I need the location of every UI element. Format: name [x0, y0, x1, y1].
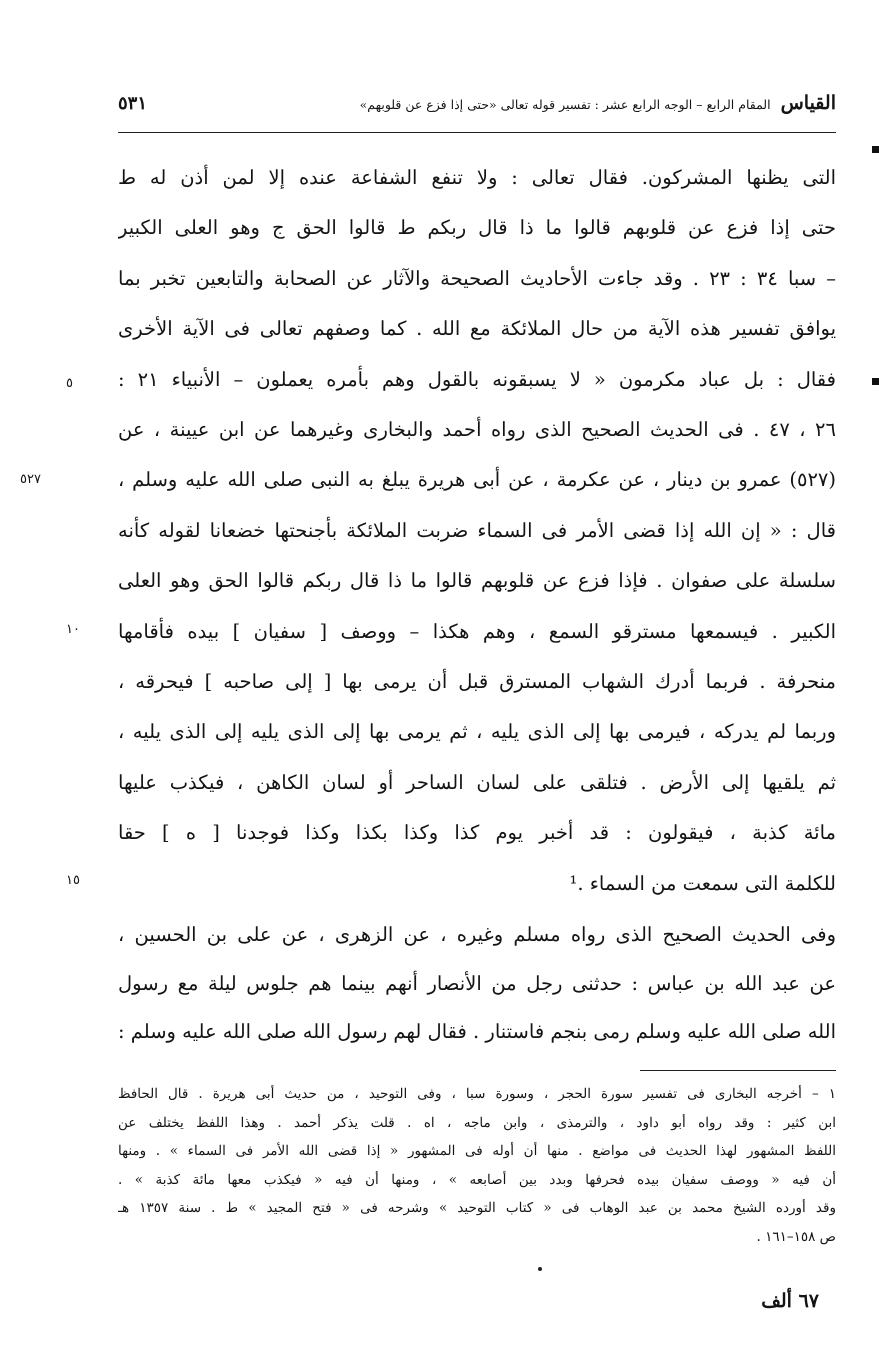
footnote-line: وقد أورده الشيخ محمد بن عبد الوهاب فى « كتاب التوحيد » وشرحه فى « فتح المجيد » ط . سنة ١٣٥٧ هـ: [118, 1200, 836, 1216]
text-line: الكبير . فيسمعها مسترقو السمع ، وهم هكذا – ووصف [ سفيان ] بيده فأقامها: [118, 619, 836, 643]
margin-reference: ٥٢٧: [20, 472, 41, 487]
text-line: – سبا ٣٤ : ٢٣ . وقد جاءت الأحاديث الصحيحة والآثار عن الصحابة والتابعين تخبر بما: [118, 266, 836, 290]
footnote-line: ص ١٥٨–١٦١ .: [756, 1228, 836, 1245]
line-number-10: ١٠: [66, 622, 80, 637]
line-number-5: ٥: [66, 376, 73, 391]
footnote-line: ابن كثير : وقد رواه أبو داود ، والترمذى ، وابن ماجه ، اه . قلت يذكر أحمد . وهذا اللفظ يختلف عن: [118, 1114, 836, 1131]
text-line: حتى إذا فزع عن قلوبهم قالوا ما ذا قال ربكم ط قالوا الحق ج وهو العلى الكبير: [118, 216, 836, 240]
text-line: وربما لم يدركه ، فيرمى بها إلى الذى يليه ، ثم يرمى بها إلى الذى يليه إلى الذى يليه ،: [118, 720, 836, 744]
text-line: سلسلة على صفوان . فإذا فزع عن قلوبهم قالوا ما ذا قال ربكم قالوا الحق وهو العلى: [118, 569, 836, 593]
line-number-15: ١٥: [66, 873, 80, 888]
running-header: [118, 92, 836, 133]
footnote-line: أن فيه « ووصف سفيان بيده فحرفها وبدد بين أصابعه » ، ومنها أن فيه « فيكذب معها مائة كذبة » .: [118, 1171, 836, 1188]
text-line: قال : « إن الله إذا قضى الأمر فى السماء ضربت الملائكة بأجنحتها خضعانا لقوله كأنه: [118, 518, 836, 542]
text-line: الله صلى الله عليه وسلم رمى بنجم فاستنار . فقال لهم رسول الله صلى الله عليه وسلم :: [118, 1020, 836, 1043]
footnote-line: ١ – أخرجه البخارى فى تفسير سورة الحجر ، وسورة سبا ، وفى التوحيد ، من حديث أبى هريرة . قال الحافظ: [118, 1086, 836, 1102]
folio-number: ٦٧ ألف: [761, 1290, 819, 1312]
footnote-rule: [640, 1070, 836, 1071]
ink-dot: [538, 1267, 542, 1271]
text-line: وفى الحديث الصحيح الذى رواه مسلم وغيره ، عن الزهرى ، عن على بن الحسين ،: [118, 923, 836, 946]
header-page-number: ٥٣١: [118, 93, 148, 114]
text-line: للكلمة التى سمعت من السماء .¹: [569, 871, 836, 895]
header-book-title: القياس: [780, 92, 836, 114]
text-line: عن عبد الله بن عباس : حدثنى رجل من الأنصار أنهم بينما هم جلوس ليلة مع رسول: [118, 971, 836, 995]
text-line: يوافق تفسير هذه الآية من حال الملائكة مع الله . كما وصفهم تعالى فى الآية الأخرى: [118, 317, 836, 341]
edge-mark: [872, 146, 879, 153]
text-line: فقال : بل عباد مكرمون « لا يسبقونه بالقول وهم بأمره يعملون – الأنبياء ٢١ :: [118, 367, 836, 391]
text-line: مائة كذبة ، فيقولون : قد أخبر يوم كذا وكذا بكذا وكذا فوجدنا [ ه ] حقا: [118, 821, 836, 845]
header-section-title: المقام الرابع – الوجه الرابع عشر : تفسير قوله تعالى «حتى إذا فزع عن قلوبهم»: [359, 97, 771, 112]
edge-mark: [872, 378, 879, 385]
text-line: ثم يلقيها إلى الأرض . فتلقى على لسان الساحر أو لسان الكاهن ، فيكذب عليها: [118, 770, 836, 794]
text-line: ٢٦ ، ٤٧ . فى الحديث الصحيح الذى رواه أحمد والبخارى وغيرهما عن ابن عيينة ، عن: [118, 418, 836, 441]
text-line: منحرفة . فربما أدرك الشهاب المسترق قبل أن يرمى بها [ إلى صاحبه ] فيحرقه ،: [118, 670, 836, 693]
text-line: التى يظنها المشركون. فقال تعالى : ولا تنفع الشفاعة عنده إلا لمن أذن له ط: [118, 166, 836, 189]
footnote-line: اللفظ المشهور لهذا الحديث فى مواضع . منها أن أوله فى المشهور « إذا قضى الله الأمر فى السماء » . ومنها: [118, 1143, 836, 1159]
text-line: (٥٢٧) عمرو بن دينار ، عن عكرمة ، عن أبى هريرة يبلغ به النبى صلى الله عليه وسلم ،: [118, 468, 836, 492]
